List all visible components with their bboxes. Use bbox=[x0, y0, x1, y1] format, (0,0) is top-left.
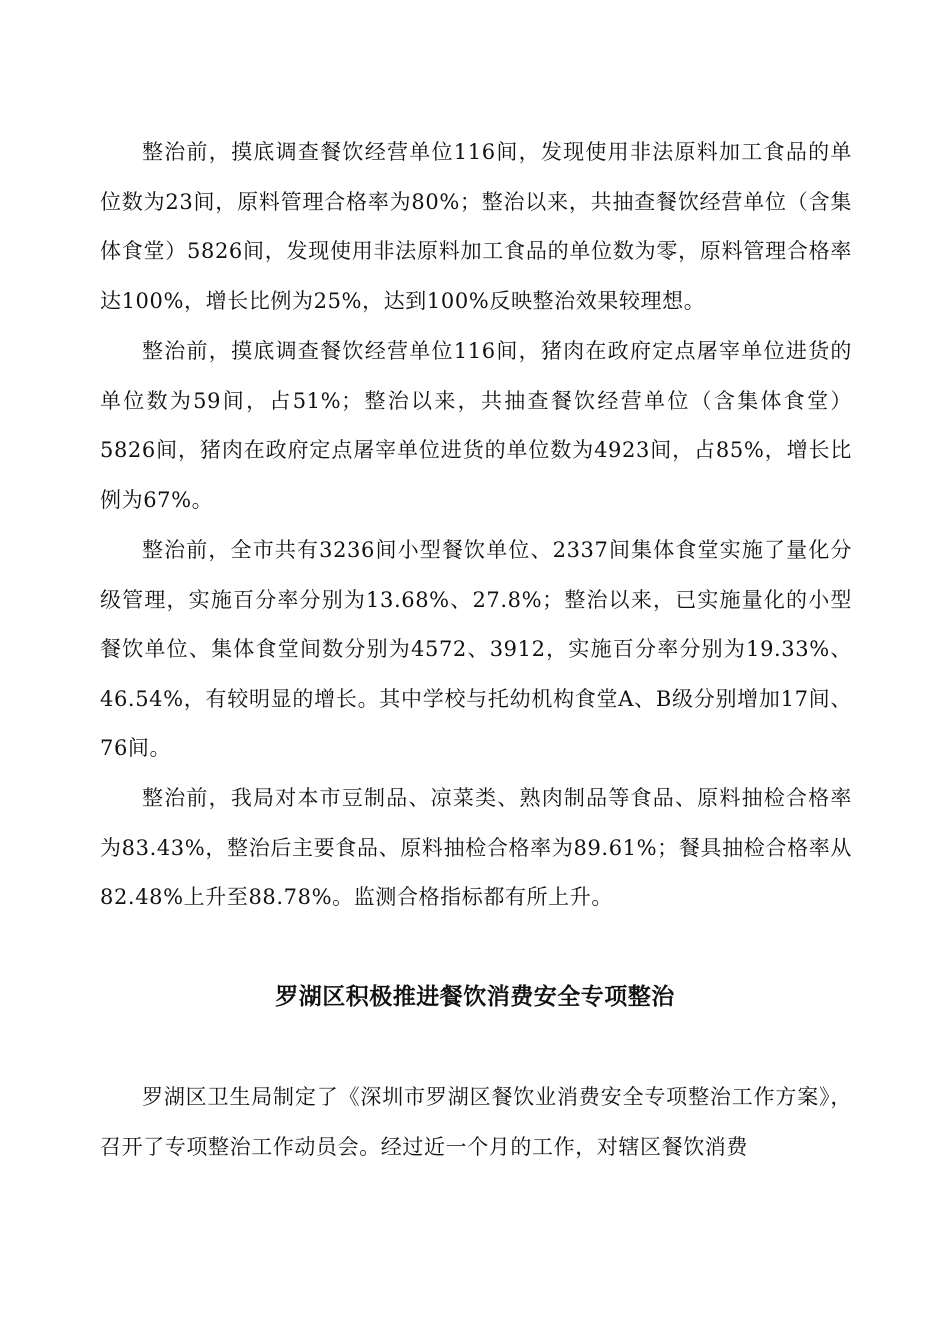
paragraph-illegal-materials: 整治前，摸底调查餐饮经营单位116间，发现使用非法原料加工食品的单位数为23间，原料管理合格率为80%；整治以来，共抽查餐饮经营单位（含集体食堂）5826间，发现使用非法原料加工食品的单位数为零，原料管理合格率达100%，增长比例为25%，达到100%反映整治效果较理想。 bbox=[100, 140, 852, 313]
paragraph-luohu-plan: 罗湖区卫生局制定了《深圳市罗湖区餐饮业消费安全专项整治工作方案》，召开了专项整治工作动员会。经过近一个月的工作，对辖区餐饮消费 bbox=[100, 1085, 852, 1159]
section-heading: 罗湖区积极推进餐饮消费安全专项整治 bbox=[275, 984, 675, 1010]
paragraph-pork-sourcing: 整治前，摸底调查餐饮经营单位116间，猪肉在政府定点屠宰单位进货的单位数为59间，占51%；整治以来，共抽查餐饮经营单位（含集体食堂）5826间，猪肉在政府定点屠宰单位进货的单位数为4923间，占85%，增长比例为67%。 bbox=[100, 339, 852, 512]
paragraph-inspection-rates: 整治前，我局对本市豆制品、凉菜类、熟肉制品等食品、原料抽检合格率为83.43%，整治后主要食品、原料抽检合格率为89.61%；餐具抽检合格率从82.48%上升至88.78%。监测合格指标都有所上升。 bbox=[100, 786, 852, 909]
paragraph-grading-management: 整治前，全市共有3236间小型餐饮单位、2337间集体食堂实施了量化分级管理，实施百分率分别为13.68%、27.8%；整治以来，已实施量化的小型餐饮单位、集体食堂间数分别为4572、3912，实施百分率分别为19.33%、46.54%，有较明显的增长。其中学校与托幼机构食堂A、B级分别增加17间、76间。 bbox=[100, 538, 852, 760]
